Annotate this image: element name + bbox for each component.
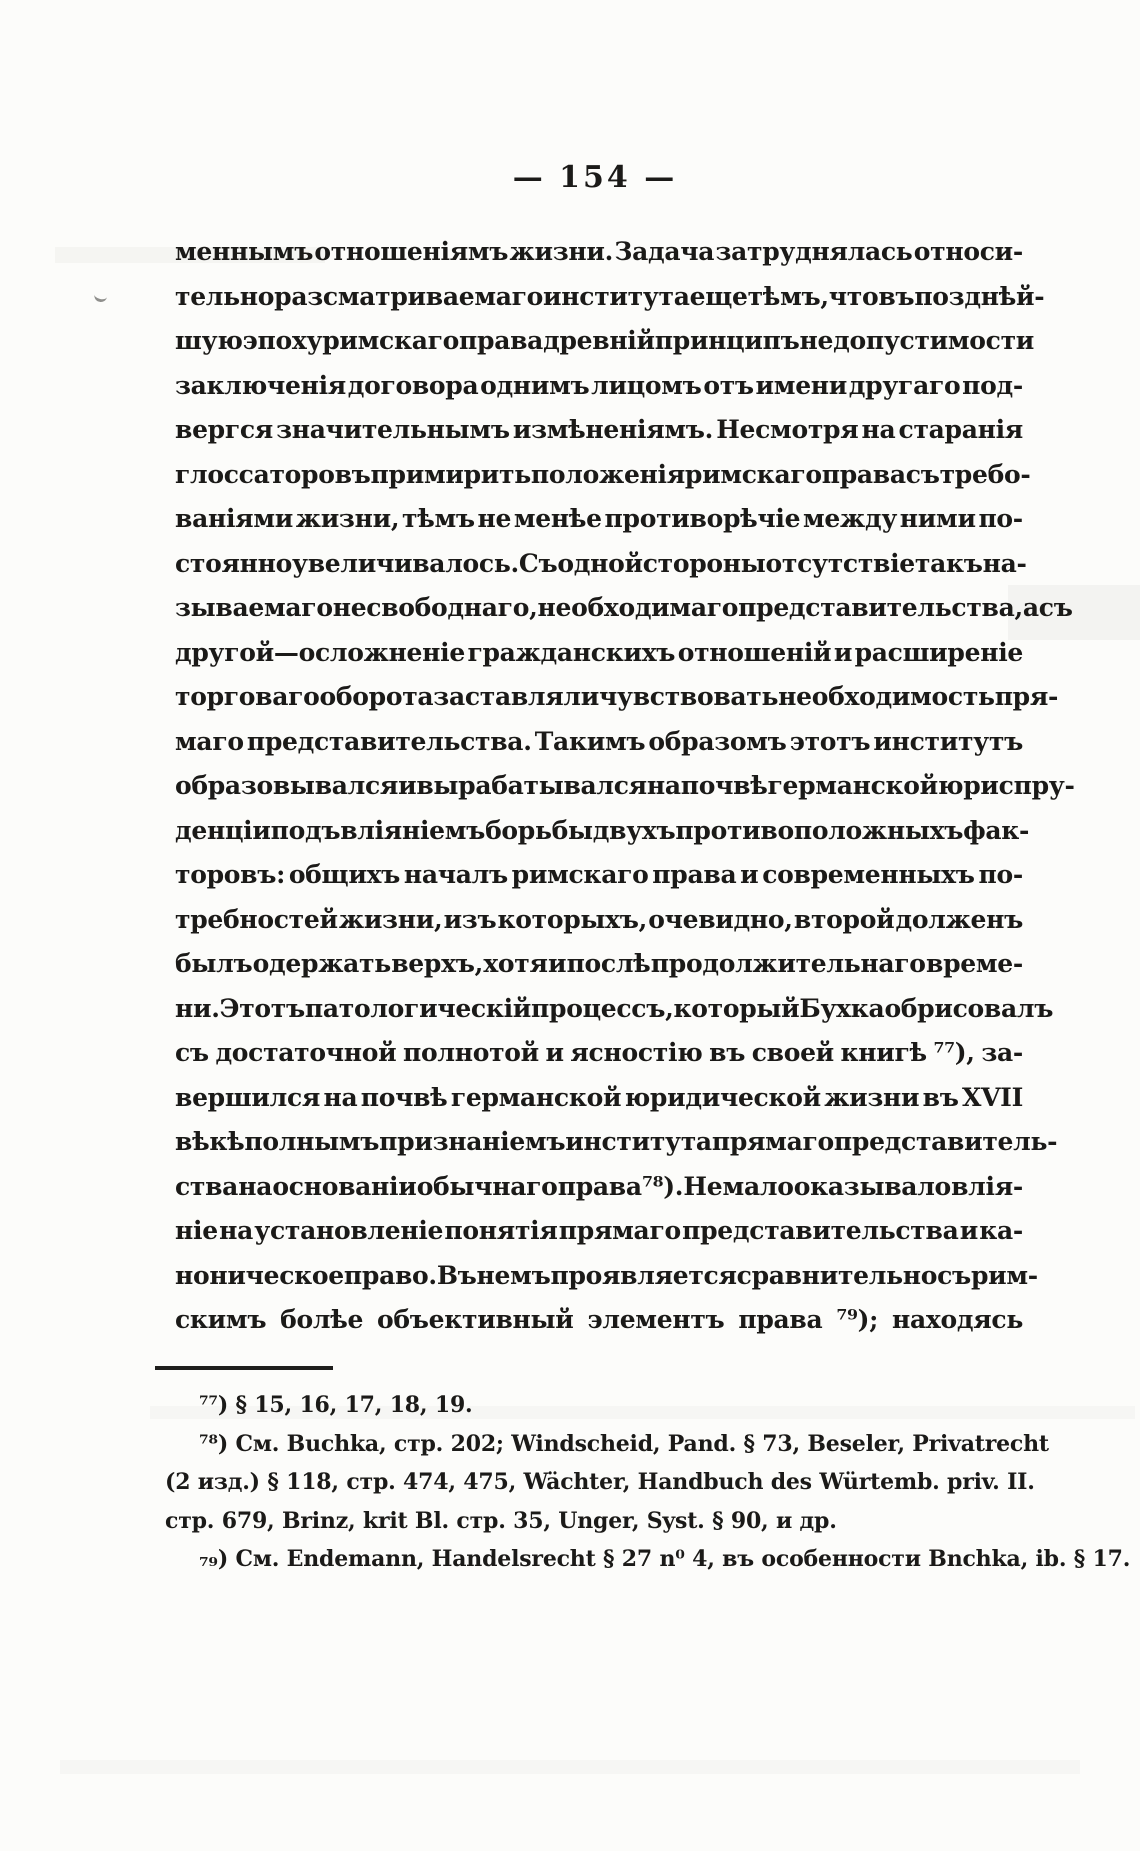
word: полнымъ <box>244 1127 380 1156</box>
word: однимъ <box>480 370 590 400</box>
word: Такимъ <box>534 726 646 756</box>
word: отъ <box>703 370 754 400</box>
word: мало <box>722 1171 794 1201</box>
word: тѣмъ <box>402 504 475 533</box>
body-line <box>175 1209 1023 1254</box>
body-line <box>175 898 1023 943</box>
body-line <box>175 1298 1023 1343</box>
word: долженъ <box>895 904 1023 934</box>
word: вырабатывался <box>416 771 647 800</box>
body-line <box>175 853 1023 898</box>
word: представитель- <box>833 1127 1058 1156</box>
word: обычнаго <box>416 1171 558 1201</box>
word: позднѣй- <box>914 281 1045 311</box>
word: образомъ <box>648 726 787 756</box>
word: института <box>543 281 690 311</box>
word: стоянно <box>175 548 293 578</box>
word: которыхъ, <box>497 904 648 934</box>
word: по- <box>978 504 1023 533</box>
word: на <box>238 1171 273 1201</box>
word: продолжительнаго <box>650 949 926 978</box>
word: несвободнаго, <box>332 593 538 622</box>
body-line <box>175 230 1023 275</box>
body-line <box>175 1031 1023 1076</box>
word: вергся <box>175 415 273 444</box>
word: представительства. <box>246 726 532 756</box>
word: германской <box>767 771 938 800</box>
word: оказывало <box>793 1171 951 1201</box>
word: одержать <box>252 949 391 978</box>
word: прямаго <box>711 1127 834 1156</box>
word: подъ <box>270 815 341 845</box>
word: эпоху <box>242 326 323 355</box>
word: ваніями <box>175 504 293 533</box>
word: и <box>398 771 417 800</box>
word: очевидно, <box>648 904 793 934</box>
word: отсутствіе <box>765 548 915 578</box>
word: одной <box>557 548 643 578</box>
body-line <box>175 942 1023 987</box>
word: положенія <box>530 459 685 489</box>
word: Въ <box>436 1260 477 1290</box>
word: Несмотря <box>716 415 859 444</box>
word: отношеніямъ <box>314 237 509 266</box>
word: признаніемъ <box>379 1127 566 1156</box>
word: римскаго <box>322 326 460 355</box>
word: фак- <box>963 815 1030 845</box>
word: необходимаго <box>537 593 739 622</box>
word: понятія <box>444 1216 558 1245</box>
word: римскаго <box>511 860 649 889</box>
word: расширеніе <box>854 637 1023 667</box>
word: ства <box>175 1171 239 1201</box>
word: примирить <box>370 459 531 489</box>
body-line <box>175 319 1035 364</box>
word: Съ <box>518 548 558 578</box>
body-line <box>175 364 1023 409</box>
body-line <box>175 1120 1058 1165</box>
word: обрисовалъ <box>884 993 1054 1023</box>
body-line <box>175 408 1023 453</box>
body-line <box>175 586 1073 631</box>
word: не <box>477 504 512 533</box>
word: права <box>557 1171 642 1201</box>
word: торговаго <box>175 682 320 711</box>
word: хотя <box>483 949 548 978</box>
word: въ <box>878 281 915 311</box>
body-line <box>175 675 1059 720</box>
word: изъ <box>443 904 497 934</box>
word: оборота <box>319 682 434 711</box>
footnote-line: стр. 679, Brinz, krit Bl. стр. 35, Unger, Syst. § 90, и др. <box>165 1507 837 1534</box>
word: жизни <box>824 1082 920 1112</box>
word: достаточной <box>215 1038 397 1067</box>
word: объективный <box>377 1305 574 1334</box>
word: права <box>738 1305 823 1334</box>
word: сравнительно <box>736 1260 938 1290</box>
word: недопустимости <box>799 326 1035 355</box>
margin-ink-mark <box>93 291 108 303</box>
word: жизни, <box>338 904 443 934</box>
word: увеличивалось. <box>292 548 519 578</box>
word: шую <box>175 326 243 355</box>
word: а <box>1022 593 1039 622</box>
word: въ <box>709 1038 746 1067</box>
word: съ <box>1038 593 1073 622</box>
word: жизни, <box>295 504 400 533</box>
word: и <box>545 1038 564 1067</box>
word: патологическій <box>304 993 532 1023</box>
body-line <box>175 809 1030 854</box>
word: права <box>821 459 906 489</box>
page-number: — 154 — <box>512 160 678 195</box>
footnote-separator-rule <box>155 1366 333 1370</box>
word: представительства, <box>738 593 1023 622</box>
word: что <box>828 281 879 311</box>
word: послѣ <box>566 949 651 978</box>
footnote-line: (2 изд.) § 118, стр. 474, 475, Wächter, Handbuch des Würtemb. priv. II. <box>165 1469 1035 1495</box>
word: тѣмъ, <box>747 281 829 311</box>
word: на <box>861 415 896 444</box>
word: старанія <box>898 415 1023 444</box>
word: имени <box>755 370 848 400</box>
word: института <box>565 1127 712 1156</box>
body-line <box>175 275 1045 320</box>
word: общихъ <box>288 860 401 889</box>
word: германской <box>450 1082 622 1112</box>
word: отношеній <box>677 637 832 667</box>
body-line <box>175 542 1027 587</box>
word: Этотъ <box>219 993 305 1023</box>
word: право. <box>343 1260 437 1290</box>
word: заставляли <box>433 682 599 711</box>
word: другаго <box>848 370 961 400</box>
word: и <box>959 1216 978 1245</box>
word: основаніи <box>272 1171 417 1201</box>
word: находясь <box>892 1305 1023 1334</box>
word: зываемаго <box>175 593 333 622</box>
word: на <box>219 1216 253 1245</box>
word: XVII <box>961 1082 1023 1112</box>
word: денціи <box>175 815 271 845</box>
body-text <box>175 230 1075 1343</box>
word: относи- <box>913 237 1023 266</box>
word: пря- <box>994 682 1059 711</box>
footnote-line: ₇₉) См. Endemann, Handelsrecht § 27 n⁰ 4, въ особенности Bnchka, ib. § 17. <box>199 1546 1131 1572</box>
body-line <box>175 453 1031 498</box>
word: под- <box>962 370 1023 400</box>
word: началъ <box>403 860 508 889</box>
word: за- <box>981 1038 1023 1067</box>
word: въ <box>922 1082 959 1112</box>
word: требностей <box>175 904 338 934</box>
word: второй <box>793 904 895 934</box>
word: почвѣ <box>680 771 768 800</box>
word: измѣненіямъ. <box>512 415 714 444</box>
word: ясностію <box>570 1038 703 1067</box>
word: прямаго <box>558 1216 681 1245</box>
word: ⁷⁸). <box>641 1171 684 1201</box>
word: принципъ <box>654 326 800 355</box>
word: противоположныхъ <box>675 815 964 845</box>
word: торовъ: <box>175 860 285 889</box>
word: чувствовать <box>599 682 779 711</box>
word: заключенія <box>175 370 346 400</box>
word: почвѣ <box>360 1082 448 1112</box>
word: гражданскихъ <box>467 637 676 667</box>
word: стороны <box>642 548 766 578</box>
word: ноническое <box>175 1260 344 1290</box>
word: юридической <box>624 1082 821 1112</box>
body-line <box>175 764 1075 809</box>
word: институтъ <box>873 726 1023 756</box>
word: двухъ <box>592 815 676 845</box>
body-line <box>175 987 1054 1032</box>
word: былъ <box>175 949 253 978</box>
word: и <box>547 949 567 978</box>
word: Задача <box>614 237 715 266</box>
word: вліяніемъ <box>340 815 486 845</box>
word: време- <box>926 949 1023 978</box>
word: ⁷⁹); <box>836 1305 879 1334</box>
body-line <box>175 631 1023 676</box>
word: между <box>802 504 898 533</box>
word: разсматриваемаго <box>274 281 544 311</box>
word: верхъ, <box>391 949 483 978</box>
word: немъ <box>476 1260 551 1290</box>
word: значительнымъ <box>276 415 510 444</box>
word: болѣе <box>280 1305 364 1334</box>
word: элементъ <box>587 1305 725 1334</box>
word: жизни. <box>509 237 614 266</box>
word: Не <box>683 1171 723 1201</box>
word: еще <box>689 281 748 311</box>
word: тельно <box>175 281 275 311</box>
word: ніе <box>175 1216 218 1245</box>
word: полнотой <box>403 1038 539 1067</box>
word: установленіе <box>254 1216 444 1245</box>
body-line <box>175 1165 1023 1210</box>
body-line <box>175 1076 1023 1121</box>
word: древній <box>543 326 655 355</box>
word: проявляется <box>550 1260 737 1290</box>
word: по- <box>978 860 1023 889</box>
word: противорѣчіе <box>604 504 801 533</box>
word: и <box>740 860 759 889</box>
word: требо- <box>939 459 1031 489</box>
word: юриспру- <box>937 771 1075 800</box>
body-line <box>175 497 1023 542</box>
word: на <box>323 1082 358 1112</box>
word: на- <box>982 548 1027 578</box>
word: представительства <box>682 1216 959 1245</box>
word: ка- <box>979 1216 1023 1245</box>
body-line <box>175 1254 1038 1299</box>
word: на <box>646 771 681 800</box>
word: права <box>459 326 544 355</box>
word: ними <box>899 504 976 533</box>
word: съ <box>175 1038 209 1067</box>
word: книгѣ <box>840 1038 927 1067</box>
word: который <box>673 993 800 1023</box>
word: и <box>833 637 853 667</box>
word: съ <box>937 1260 971 1290</box>
word: этотъ <box>789 726 871 756</box>
footnotes <box>165 1386 1131 1579</box>
word: маго <box>175 726 244 756</box>
word: договора <box>347 370 479 400</box>
word: своей <box>751 1038 834 1067</box>
word: современныхъ <box>762 860 975 889</box>
word: глоссаторовъ <box>175 459 371 489</box>
scan-artifact-band <box>60 1760 1080 1774</box>
word: такъ <box>914 548 983 578</box>
word: скимъ <box>175 1305 267 1334</box>
word: меннымъ <box>175 237 314 266</box>
word: съ <box>905 459 940 489</box>
word: влія- <box>951 1171 1023 1201</box>
word: римскаго <box>684 459 822 489</box>
footnote-line: ⁷⁷) § 15, 16, 17, 18, 19. <box>199 1392 473 1418</box>
word: борьбы <box>485 815 593 845</box>
word: Бухка <box>799 993 885 1023</box>
word: необходимость <box>778 682 995 711</box>
word: вѣкѣ <box>175 1127 245 1156</box>
word: рим- <box>970 1260 1038 1290</box>
word: образовывался <box>175 771 399 800</box>
word: другой—осложненіе <box>175 637 465 667</box>
word: процессъ, <box>531 993 674 1023</box>
word: лицомъ <box>591 370 702 400</box>
body-line <box>175 720 1023 765</box>
word: ни. <box>175 993 220 1023</box>
word: ⁷⁷), <box>933 1038 975 1067</box>
word: вершился <box>175 1082 321 1112</box>
footnote-line: ⁷⁸) См. Buchka, стр. 202; Windscheid, Pand. § 73, Beseler, Privatrecht <box>199 1430 1049 1457</box>
word: затруднялась <box>715 237 913 266</box>
word: менѣе <box>513 504 602 533</box>
word: права <box>652 860 737 889</box>
